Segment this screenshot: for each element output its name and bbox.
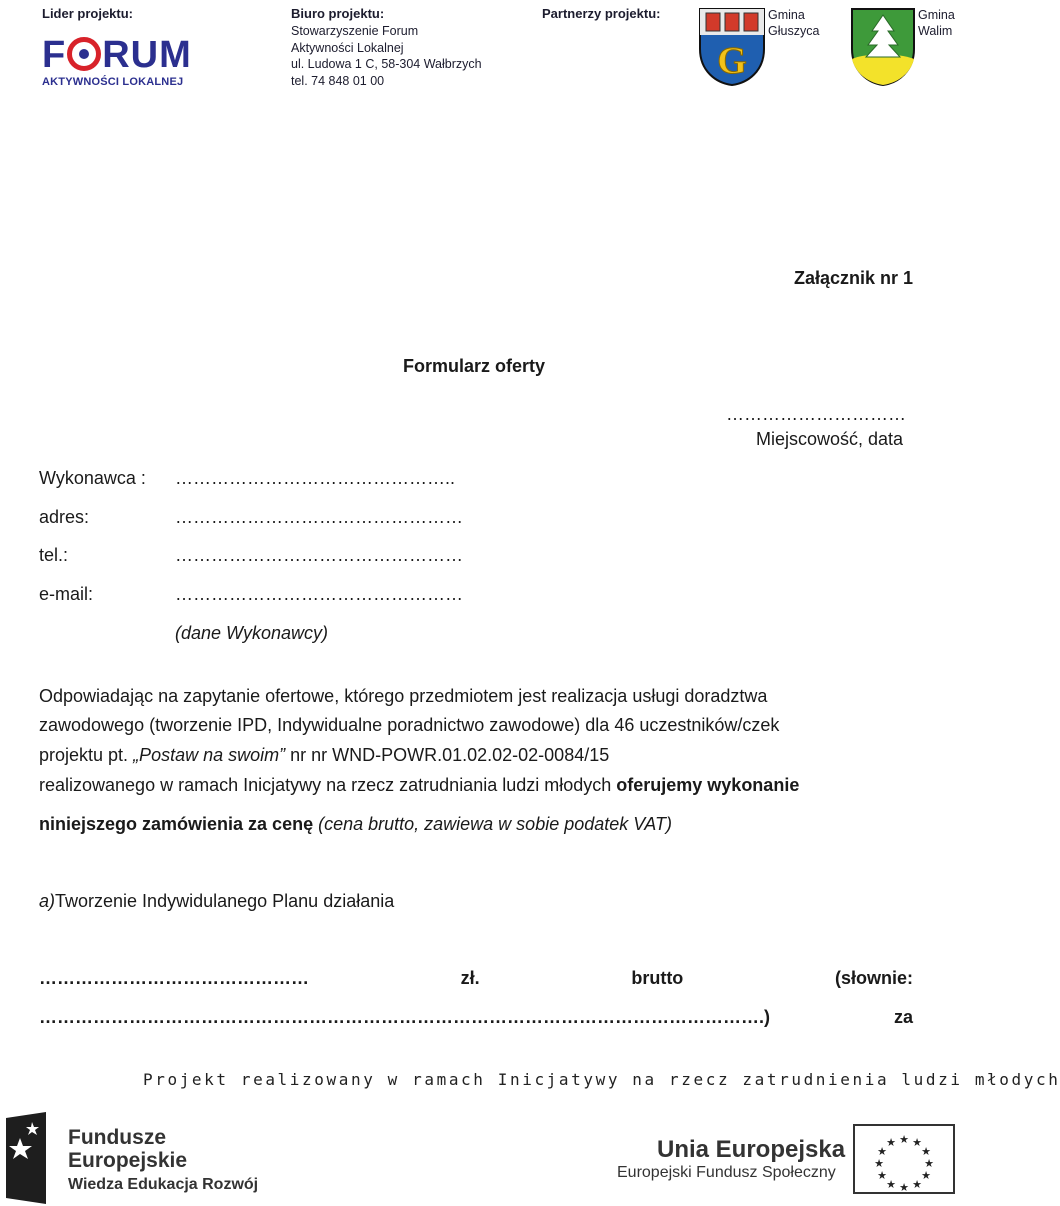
price-dots: ……………………………………… <box>39 968 309 988</box>
paragraph-line <box>39 813 672 835</box>
forum-wordmark: F RUM <box>42 34 192 76</box>
gluszyca-crest-icon <box>698 7 766 87</box>
place-date-label: Miejscowość, data <box>756 429 904 449</box>
offer-emphasis: oferujemy wykonanie <box>616 775 800 795</box>
office-line: Aktywności Lokalnej <box>291 40 404 55</box>
paragraph-line: zawodowego (tworzenie IPD, Indywidualne poradnictwo zawodowe) dla 46 uczestników/czek <box>39 715 780 735</box>
price-note: (cena brutto, zawiewa w sobie podatek VAT) <box>313 814 672 834</box>
currency-label: zł. <box>460 968 480 988</box>
svg-text:★: ★ <box>912 1178 922 1191</box>
leader-label: Lider projektu: <box>42 6 134 21</box>
address-value: ………………………………………… <box>175 507 463 527</box>
project-prefix: projektu pt. <box>39 745 134 765</box>
in-words-label: (słownie: <box>834 968 913 988</box>
svg-text:★: ★ <box>899 1133 909 1146</box>
svg-text:★: ★ <box>921 1169 931 1182</box>
fe-subtitle: Wiedza Edukacja Rozwój <box>68 1176 259 1193</box>
office-address <box>291 23 482 89</box>
office-label: Biuro projektu: <box>291 6 385 21</box>
forum-o-icon <box>67 37 101 71</box>
office-line: Stowarzyszenie Forum <box>291 24 419 38</box>
svg-text:★: ★ <box>924 1157 934 1170</box>
svg-text:★: ★ <box>877 1145 887 1158</box>
item-a <box>39 890 394 912</box>
item-a-prefix: a) <box>39 891 56 911</box>
fe-title <box>68 1126 187 1172</box>
partner-walim-line2: Walim <box>918 24 953 38</box>
svg-text:★: ★ <box>877 1169 887 1182</box>
partner-gluszyca-line2: Głuszyca <box>768 24 820 38</box>
paragraph-line <box>39 774 799 796</box>
contractor-label: Wykonawca : <box>39 468 146 488</box>
email-value: ………………………………………… <box>175 584 463 604</box>
eu-subtitle: Europejski Fundusz Społeczny <box>617 1164 836 1181</box>
gross-label: brutto <box>631 968 684 988</box>
forum-logo <box>42 36 192 90</box>
svg-text:★: ★ <box>921 1145 931 1158</box>
initiative-text: realizowanego w ramach Inicjatywy na rzecz zatrudniania ludzi młodych <box>39 775 617 795</box>
partner-gluszyca <box>768 7 819 39</box>
walim-crest-icon <box>850 7 916 87</box>
price-row <box>39 967 913 989</box>
eu-stars-icon <box>855 1126 953 1192</box>
place-date-dots: ………………………… <box>726 404 906 424</box>
address-label: adres: <box>39 507 90 527</box>
svg-text:★: ★ <box>886 1136 896 1149</box>
eu-title: Unia Europejska <box>657 1136 846 1163</box>
phone-value: ………………………………………… <box>175 545 463 565</box>
fundusze-europejskie-logo-icon <box>2 1112 50 1204</box>
fe-line2: Europejskie <box>68 1149 188 1172</box>
page-title: Formularz oferty <box>403 356 546 376</box>
partner-walim-line1: Gmina <box>918 8 955 22</box>
svg-text:★: ★ <box>912 1136 922 1149</box>
contractor-value: ……………………………………….. <box>175 468 456 488</box>
contractor-note: (dane Wykonawcy) <box>175 623 329 643</box>
phone-label: tel.: <box>39 545 69 565</box>
paragraph-line <box>39 744 609 766</box>
item-a-text: Tworzenie Indywidulanego Planu działania <box>55 891 395 911</box>
project-number: nr nr WND-POWR.01.02.02-02-0084/15 <box>285 745 610 765</box>
partner-gluszyca-line1: Gmina <box>768 8 805 22</box>
attachment-label: Załącznik nr 1 <box>794 268 914 288</box>
project-name: „Postaw na swoim” <box>133 745 286 765</box>
office-line: tel. 74 848 01 00 <box>291 73 385 88</box>
fe-line1: Fundusze <box>68 1126 166 1149</box>
eu-flag-icon <box>853 1124 955 1194</box>
project-note: Projekt realizowany w ramach Inicjatywy na rzecz zatrudnienia ludzi młodych <box>143 1070 1060 1089</box>
svg-text:★: ★ <box>899 1181 909 1194</box>
partner-walim <box>918 7 955 39</box>
price-emphasis: niniejszego zamówienia za cenę <box>39 814 314 834</box>
words-dots: ………………………………………………………………………………………………………….) <box>39 1007 770 1027</box>
paragraph-line: Odpowiadając na zapytanie ofertowe, którego przedmiotem jest realizacja usługi doradztwa <box>39 686 768 706</box>
partners-label: Partnerzy projektu: <box>542 6 661 21</box>
office-line: ul. Ludowa 1 C, 58-304 Wałbrzych <box>291 57 482 71</box>
crest-letter: G <box>717 40 747 82</box>
for-label: za <box>893 1007 913 1027</box>
svg-text:★: ★ <box>874 1157 884 1170</box>
email-label: e-mail: <box>39 584 94 604</box>
words-row <box>39 1006 913 1028</box>
svg-text:★: ★ <box>886 1178 896 1191</box>
forum-subtitle: AKTYWNOŚCI LOKALNEJ <box>42 76 184 88</box>
